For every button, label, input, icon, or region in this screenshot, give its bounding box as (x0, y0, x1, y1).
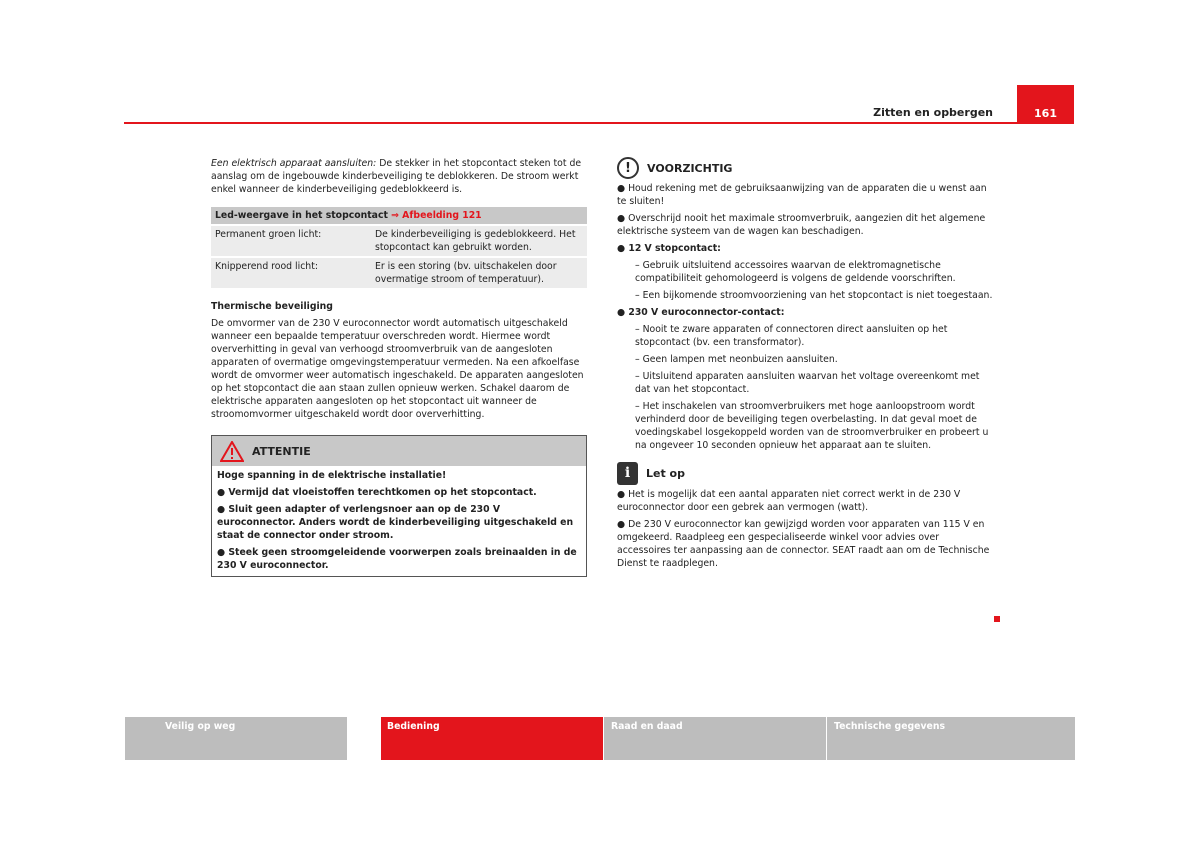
section-title: Zitten en opbergen (873, 106, 993, 119)
led-table-header: Led-weergave in het stopcontact ⇒ Afbeelding 121 (211, 207, 587, 225)
left-column (211, 157, 589, 577)
info-icon: i (617, 462, 638, 485)
list-item: ● Houd rekening met de gebruiksaanwijzing van de apparaten die u wenst aan te sluiten! (617, 183, 987, 207)
tab-raad-en-daad[interactable]: Raad en daad (604, 717, 826, 760)
list-item: – Nooit te zware apparaten of connectoren direct aansluiten op het stopcontact (bv. een transformator). (635, 324, 948, 348)
exclamation-circle-icon: ! (617, 157, 639, 179)
thermal-heading: Thermische beveiliging (211, 301, 333, 312)
list-item: ● Het is mogelijk dat een aantal apparaten niet correct werkt in de 230 V euroconnector door een gebrek aan vermogen (watt). (617, 489, 961, 513)
list-item: – Gebruik uitsluitend accessoires waarvan de elektromagnetische compatibiliteit gehomologeerd is volgens de geldende voorschriften. (635, 260, 956, 284)
tab-veilig-op-weg[interactable]: Veilig op weg (125, 717, 347, 760)
table-value: De kinderbeveiliging is gedeblokkeerd. Het stopcontact kan gebruikt worden. (371, 225, 587, 257)
figure-reference[interactable]: ⇒ Afbeelding 121 (391, 210, 482, 221)
list-item: ● Steek geen stroomgeleidende voorwerpen zoals breinaalden in de 230 V euroconnector. (217, 547, 577, 571)
list-item: ● Overschrijd nooit het maximale stroomverbruik, aangezien dit het algemene elektrische systeem van de wagen kan beschadigen. (617, 213, 986, 237)
intro-paragraph (211, 157, 589, 196)
attention-lead: Hoge spanning in de elektrische installatie! (217, 470, 447, 481)
list-item: – Uitsluitend apparaten aansluiten waarvan het voltage overeenkomt met dat van het stopcontact. (635, 371, 980, 395)
tab-technische-gegevens[interactable]: Technische gegevens (827, 717, 1075, 760)
attention-box (211, 435, 587, 577)
right-column (617, 157, 995, 574)
table-row (211, 257, 587, 288)
page-number: 161 (1017, 85, 1074, 124)
caution-title: VOORZICHTIG (647, 161, 733, 175)
thermal-paragraph: De omvormer van de 230 V euroconnector wordt automatisch uitgeschakeld wanneer een bepaalde temperatuur overschreden wordt. Hiermee wordt oververhitting in geval van verhoogd stroomverbruik van de aangesloten apparaten of overmatige omgevingstemperatuur vermeden. Na een afkoelfase wordt de omvormer weer automatisch ingeschakeld. De apparaten aangesloten op het stopcontact die aan staan zullen opnieuw werken. Schakel daarom de elektrische apparaten aangesloten op het stopcontact uit wanneer de stroomomvormer uitgeschakeld wordt door oververhitting. (211, 318, 584, 420)
tab-bediening[interactable]: Bediening (381, 717, 603, 760)
intro-emphasis: Een elektrisch apparaat aansluiten: (211, 158, 377, 169)
list-item: ● De 230 V euroconnector kan gewijzigd worden voor apparaten van 115 V en omgekeerd. Raadpleeg een gespecialiseerde winkel voor advies over accessoires ter aanpassing aan de connector. SEAT raadt aan om de Technische Dienst te raadplegen. (617, 519, 990, 569)
note-header (617, 462, 995, 485)
table-row (211, 225, 587, 257)
table-key: Permanent groen licht: (211, 225, 371, 257)
attention-body (212, 466, 586, 576)
warning-triangle-icon (220, 441, 244, 462)
list-item: ● Sluit geen adapter of verlengsnoer aan op de 230 V euroconnector. Anders wordt de kinderbeveiliging uitgeschakeld en staat de connector onder stroom. (217, 504, 574, 541)
list-item: ● Vermijd dat vloeistoffen terechtkomen op het stopcontact. (217, 487, 537, 498)
led-table (211, 207, 587, 288)
table-key: Knipperend rood licht: (211, 257, 371, 288)
attention-header (212, 436, 586, 466)
note-title: Let op (646, 467, 685, 480)
intro-text: De stekker in het stopcontact steken tot de aanslag om de ingebouwde kinderbeveiliging te deblokkeren. De stroom werkt enkel wanneer de kinderbeveiliging gedeblokkeerd is. (211, 158, 582, 195)
end-of-section-marker (994, 616, 1000, 622)
table-value: Er is een storing (bv. uitschakelen door overmatige stroom of temperatuur). (371, 257, 587, 288)
sub-heading: ● 12 V stopcontact: (617, 243, 721, 254)
header-rule (124, 122, 1074, 124)
list-item: – Het inschakelen van stroomverbruikers met hoge aanloopstroom wordt verhinderd door de beveiliging tegen overbelasting. In dat geval moet de voedingskabel losgekoppeld worden van de stroomverbruiker en probeert u na ongeveer 10 seconden opnieuw het apparaat aan te sluiten. (635, 401, 989, 451)
list-item: – Geen lampen met neonbuizen aansluiten. (635, 354, 838, 365)
caution-header (617, 157, 995, 179)
sub-heading: ● 230 V euroconnector-contact: (617, 307, 785, 318)
attention-title: ATTENTIE (252, 444, 311, 458)
list-item: – Een bijkomende stroomvoorziening van het stopcontact is niet toegestaan. (635, 290, 993, 301)
